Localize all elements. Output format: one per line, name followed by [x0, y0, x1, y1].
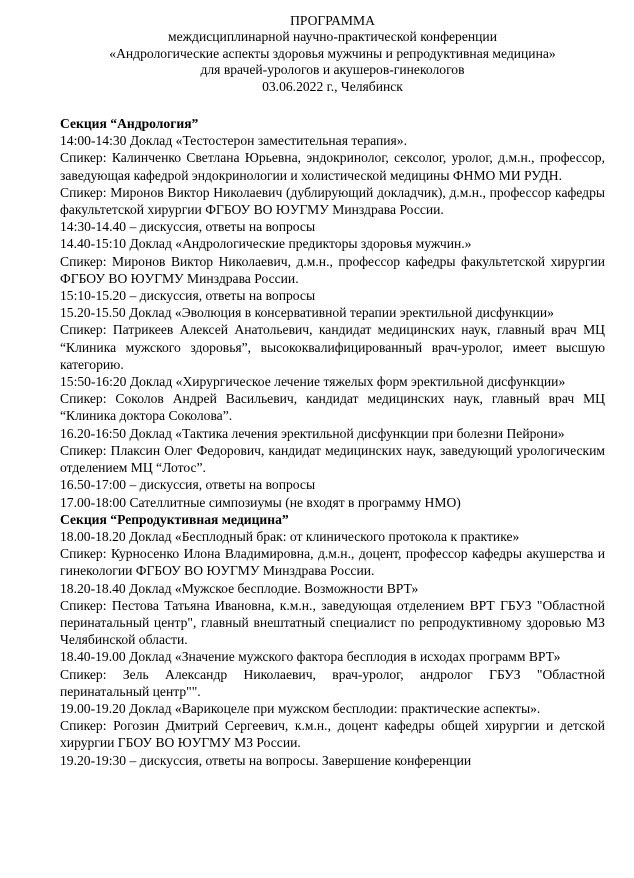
program-document: [60, 10, 605, 769]
program-entry: 18.20-18.40 Доклад «Мужское бесплодие. Возможности ВРТ»: [60, 580, 419, 596]
program-entry: Спикер: Миронов Виктор Николаевич (дублирующий докладчик), д.м.н., профессор кафедры факультетской хирургии ФГБОУ ВО ЮУГМУ Минздрава России.: [60, 184, 605, 218]
section-title-andrology: Секция “Андрология”: [60, 116, 199, 132]
program-entry: 16.20-16:50 Доклад «Тактика лечения эректильной дисфункции при болезни Пейрони»: [60, 425, 565, 441]
conference-subtitle: междисциплинарной научно-практической конференции: [168, 29, 497, 45]
program-content: [60, 115, 605, 769]
program-entry: Спикер: Калинченко Светлана Юрьевна, эндокринолог, сексолог, уролог, д.м.н., профессор, заведующая кафедрой эндокринологии и холистической медицины ФНМО МИ РУДН.: [60, 150, 605, 183]
program-entry: 14.40-15:10 Доклад «Андрологические предикторы здоровья мужчин.»: [60, 236, 472, 252]
program-entry: 17.00-18:00 Сателлитные симпозиумы (не входят в программу НМО): [60, 494, 461, 510]
program-entry: 15.20-15.50 Доклад «Эволюция в консервативной терапии эректильной дисфункции»: [60, 305, 554, 321]
program-entry: 14:30-14.40 – дискуссия, ответы на вопросы: [60, 219, 316, 235]
conference-date-place: 03.06.2022 г., Челябинск: [262, 78, 403, 94]
document-header: [60, 13, 605, 95]
section-title-reproductive-medicine: Секция “Репродуктивная медицина”: [60, 511, 289, 527]
program-entry: Спикер: Патрикеев Алексей Анатольевич, кандидат медицинских наук, главный врач МЦ “Клиника мужского здоровья”, высококвалифицированный врач-уролог, имеет высшую категорию.: [60, 322, 605, 372]
conference-audience: для врачей-урологов и акушеров-гинекологов: [200, 62, 465, 78]
program-entry: Спикер: Курносенко Илона Владимировна, д.м.н., доцент, профессор кафедры акушерства и гинекологии ФГБОУ ВО ЮУГМУ Минздрава России.: [60, 546, 605, 579]
program-entry: Спикер: Пестова Татьяна Ивановна, к.м.н., заведующая отделением ВРТ ГБУЗ "Областной перинатальный центр", главный внештатный специалист по репродуктивному здоровью МЗ Челябинской области.: [60, 597, 605, 648]
program-entry: 15:50-16:20 Доклад «Хирургическое лечение тяжелых форм эректильной дисфункции»: [60, 374, 566, 390]
program-entry: 18.40-19.00 Доклад «Значение мужского фактора бесплодия в исходах программ ВРТ»: [60, 649, 561, 665]
program-entry: Спикер: Плаксин Олег Федорович, кандидат медицинских наук, заведующий урологическим отделением МЦ “Лотос”.: [60, 442, 605, 476]
program-entry: 18.00-18.20 Доклад «Бесплодный брак: от клинического протокола к практике»: [60, 528, 520, 544]
program-entry: 19.00-19.20 Доклад «Варикоцеле при мужском бесплодии: практические аспекты».: [60, 700, 541, 716]
program-entry: Спикер: Миронов Виктор Николаевич, д.м.н., профессор кафедры факультетской хирургии ФГБОУ ВО ЮУГМУ Минздрава России.: [60, 253, 605, 286]
program-title: ПРОГРАММА: [290, 13, 375, 28]
program-entry: Спикер: Зель Александр Николаевич, врач-уролог, андролог ГБУЗ "Областной перинатальный центр"".: [60, 666, 605, 699]
program-entry: 16.50-17:00 – дискуссия, ответы на вопросы: [60, 477, 316, 493]
conference-name: «Андрологические аспекты здоровья мужчины и репродуктивная медицина»: [109, 45, 556, 61]
program-entry: 14:00-14:30 Доклад «Тестостерон заместительная терапия».: [60, 133, 407, 149]
program-entry: Спикер: Соколов Андрей Васильевич, кандидат медицинских наук, главный врач МЦ “Клиника доктора Соколова”.: [60, 391, 605, 424]
program-entry: 15:10-15.20 – дискуссия, ответы на вопросы: [60, 288, 316, 304]
program-entry: Спикер: Рогозин Дмитрий Сергеевич, к.м.н., доцент кафедры общей хирургии и детской хирургии ГБОУ ВО ЮУГМУ МЗ России.: [60, 718, 605, 751]
program-entry: 19.20-19:30 – дискуссия, ответы на вопросы. Завершение конференции: [60, 752, 472, 768]
